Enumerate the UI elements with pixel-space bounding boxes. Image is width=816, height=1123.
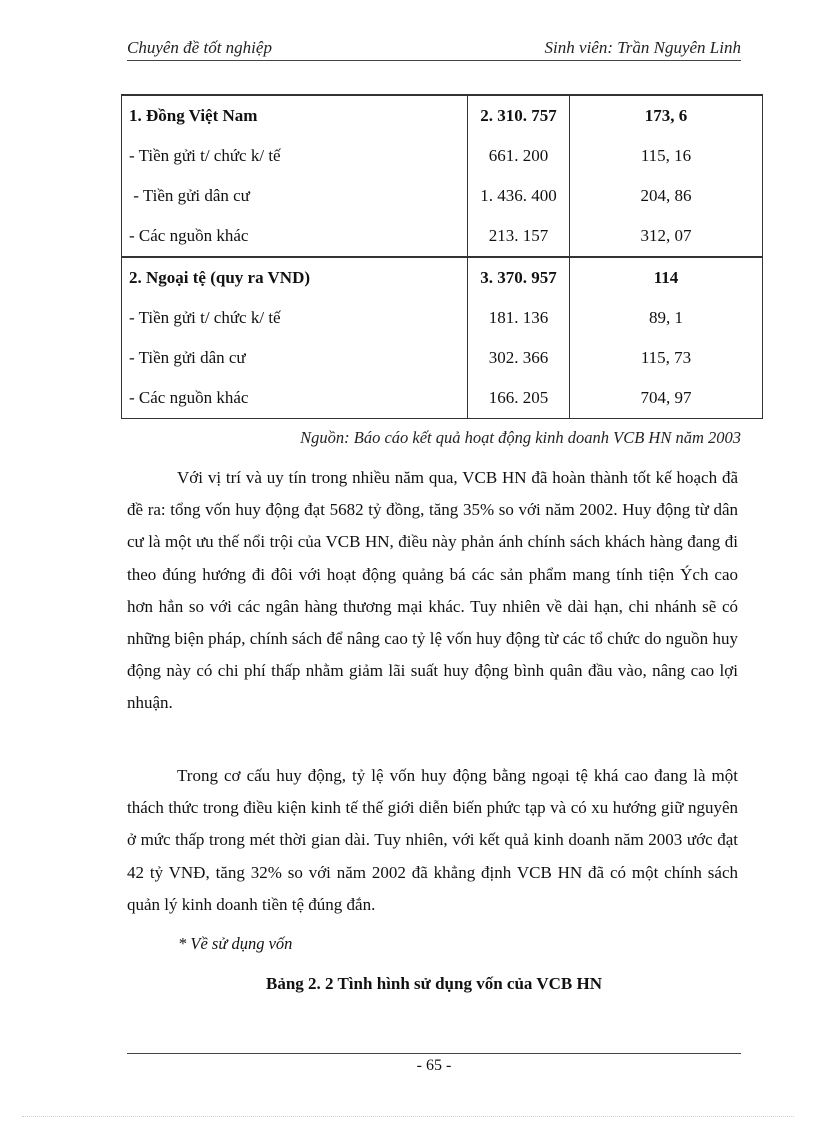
table-cell: 2. Ngoại tệ (quy ra VND) xyxy=(122,257,468,298)
table-row xyxy=(122,338,763,378)
table-cell: 173, 6 xyxy=(570,95,763,136)
table-cell: 704, 97 xyxy=(570,378,763,419)
page-header xyxy=(127,38,741,58)
table-row xyxy=(122,136,763,176)
body-paragraph: Với vị trí và uy tín trong nhiều năm qua, VCB HN đã hoàn thành tốt kế hoạch đã đề ra: tổng vốn huy động đạt 5682 tỷ đồng, tăng 35% so với năm 2002. Huy động từ dân cư là một ưu thế nổi trội của VCB HN, điều này phản ánh chính sách khách hàng đang đi theo đúng hướng đi đôi với hoạt động quảng bá các sản phẩm mang tính tiện Ých cao hơn hẳn so với các ngân hàng thương mại khác. Tuy nhiên về dài hạn, chi nhánh sẽ có những biện pháp, chính sách để nâng cao tỷ lệ vốn huy động từ các tổ chức do nguồn huy động này có chi phí thấp nhằm giảm lãi suất huy động bình quân đầu vào, nâng cao lợi nhuận. xyxy=(127,468,738,713)
table-cell: - Các nguồn khác xyxy=(122,378,468,419)
table-cell: 204, 86 xyxy=(570,176,763,216)
table-row-group xyxy=(122,95,763,136)
table-row xyxy=(122,216,763,257)
section-subheading: * Về sử dụng vốn xyxy=(178,934,293,953)
table-cell: - Tiền gửi dân cư xyxy=(122,338,468,378)
table-cell: 181. 136 xyxy=(468,298,570,338)
table-row-group xyxy=(122,257,763,298)
table-cell: 661. 200 xyxy=(468,136,570,176)
capital-table xyxy=(121,94,763,419)
table-cell: 166. 205 xyxy=(468,378,570,419)
header-rule xyxy=(127,60,741,61)
table-cell: 1. Đồng Việt Nam xyxy=(122,95,468,136)
header-left-title: Chuyên đề tốt nghiệp xyxy=(127,38,272,57)
table-cell: - Tiền gửi t/ chức k/ tế xyxy=(122,298,468,338)
header-author: Sinh viên: Trần Nguyên Linh xyxy=(544,38,741,57)
table-cell: 115, 73 xyxy=(570,338,763,378)
table-cell: 114 xyxy=(570,257,763,298)
table-cell: 89, 1 xyxy=(570,298,763,338)
table-cell: - Các nguồn khác xyxy=(122,216,468,257)
footer-rule xyxy=(127,1053,741,1054)
table-source-note: Nguồn: Báo cáo kết quả hoạt động kinh doanh VCB HN năm 2003 xyxy=(300,428,741,447)
table-caption: Bảng 2. 2 Tình hình sử dụng vốn của VCB HN xyxy=(265,974,602,993)
table-cell: - Tiền gửi dân cư xyxy=(122,176,468,216)
table-row xyxy=(122,298,763,338)
table-row xyxy=(122,378,763,419)
table-cell: 213. 157 xyxy=(468,216,570,257)
body-paragraph: Trong cơ cấu huy động, tỷ lệ vốn huy động bằng ngoại tệ khá cao đang là một thách thức trong điều kiện kinh tế thế giới diễn biến phức tạp và có xu hướng giữ nguyên ở mức thấp trong mét thời gian dài. Tuy nhiên, với kết quả kinh doanh năm 2003 ước đạt 42 tỷ VNĐ, tăng 32% so với năm 2002 đã khẳng định VCB HN đã có một chính sách quản lý kinh doanh tiền tệ đúng đắn. xyxy=(127,766,738,914)
page-edge-divider xyxy=(22,1116,794,1117)
table-cell: 115, 16 xyxy=(570,136,763,176)
table-cell: 3. 370. 957 xyxy=(468,257,570,298)
page-number: - 65 - xyxy=(416,1057,452,1074)
table-cell: - Tiền gửi t/ chức k/ tế xyxy=(122,136,468,176)
table-cell: 312, 07 xyxy=(570,216,763,257)
table-cell: 1. 436. 400 xyxy=(468,176,570,216)
table-cell: 302. 366 xyxy=(468,338,570,378)
table-row xyxy=(122,176,763,216)
table-cell: 2. 310. 757 xyxy=(468,95,570,136)
